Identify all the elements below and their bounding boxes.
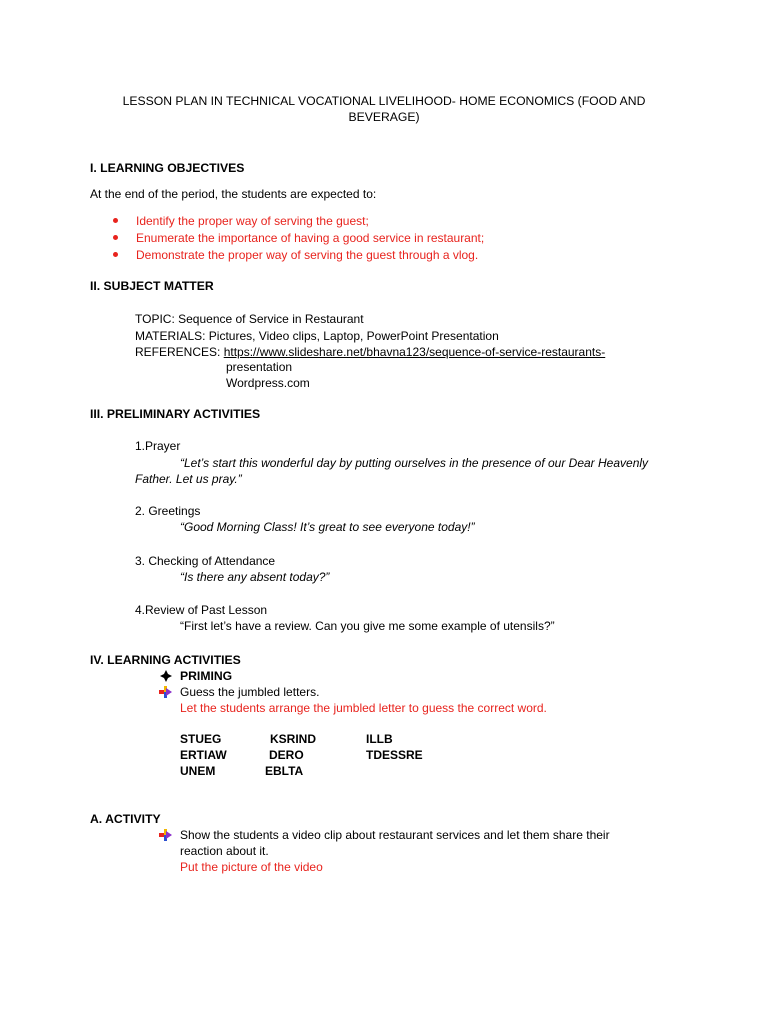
objectives-heading: I. LEARNING OBJECTIVES: [90, 161, 245, 175]
activity-note: Put the picture of the video: [180, 860, 323, 874]
subject-references: [135, 344, 605, 360]
jumbled-word: TDESSRE: [366, 748, 423, 762]
jumbled-word: KSRIND: [270, 732, 317, 746]
jumbled-word: ERTIAW: [180, 748, 227, 762]
attendance-label: 3. Checking of Attendance: [135, 554, 276, 568]
jumbled-word: STUEG: [180, 732, 222, 746]
greetings-text: “Good Morning Class! It’s great to see everyone today!”: [180, 520, 475, 534]
attendance-text: “Is there any absent today?”: [180, 570, 330, 584]
activity-heading: A. ACTIVITY: [90, 812, 161, 826]
greetings-label: 2. Greetings: [135, 504, 201, 518]
prayer-label: 1.Prayer: [135, 439, 181, 453]
activity-text-line-1: Show the students a video clip about restaurant services and let them share their: [180, 828, 610, 842]
preliminary-heading: III. PRELIMINARY ACTIVITIES: [90, 407, 261, 421]
objective-item-2: Enumerate the importance of having a good service in restaurant;: [136, 231, 485, 245]
references-link[interactable]: https://www.slideshare.net/bhavna123/sequence-of-service-restaurants-: [223, 345, 606, 359]
bullet-icon: [113, 235, 118, 240]
jumbled-word: EBLTA: [265, 764, 304, 778]
subject-heading: II. SUBJECT MATTER: [90, 279, 214, 293]
jumbled-word: ILLB: [366, 732, 393, 746]
title-line-1: LESSON PLAN IN TECHNICAL VOCATIONAL LIVELIHOOD- HOME ECONOMICS (FOOD AND: [122, 94, 646, 108]
subject-topic: TOPIC: Sequence of Service in Restaurant: [135, 312, 364, 326]
learning-heading: IV. LEARNING ACTIVITIES: [90, 653, 241, 667]
priming-label: PRIMING: [180, 669, 233, 683]
references-extra: Wordpress.com: [226, 376, 310, 390]
review-label: 4.Review of Past Lesson: [135, 603, 268, 617]
review-text: “First let’s have a review. Can you give me some example of utensils?”: [180, 619, 555, 633]
guess-note: Let the students arrange the jumbled letter to guess the correct word.: [180, 701, 547, 715]
activity-text-line-2: reaction about it.: [180, 844, 269, 858]
title-line-2: BEVERAGE): [348, 110, 420, 124]
diamond-bullet-icon: [160, 670, 172, 682]
jumbled-word: DERO: [269, 748, 304, 762]
bullet-icon: [113, 218, 118, 223]
guess-text: Guess the jumbled letters.: [180, 685, 320, 699]
subject-materials: MATERIALS: Pictures, Video clips, Laptop, PowerPoint Presentation: [135, 329, 499, 343]
arrow-bullet-icon: [159, 686, 172, 698]
prayer-text-line-1: “Let’s start this wonderful day by putting ourselves in the presence of our Dear Heavenly: [180, 456, 649, 470]
references-link-continued: presentation: [226, 360, 293, 374]
prayer-text-line-2: Father. Let us pray.”: [135, 472, 242, 486]
objective-item-3: Demonstrate the proper way of serving the guest through a vlog.: [136, 248, 479, 262]
objectives-intro: At the end of the period, the students are expected to:: [90, 187, 377, 201]
references-label: REFERENCES:: [135, 345, 224, 359]
document-title: [0, 93, 768, 125]
bullet-icon: [113, 252, 118, 257]
jumbled-word: UNEM: [180, 764, 216, 778]
objective-item-1: Identify the proper way of serving the guest;: [136, 214, 369, 228]
arrow-bullet-icon: [159, 829, 172, 841]
